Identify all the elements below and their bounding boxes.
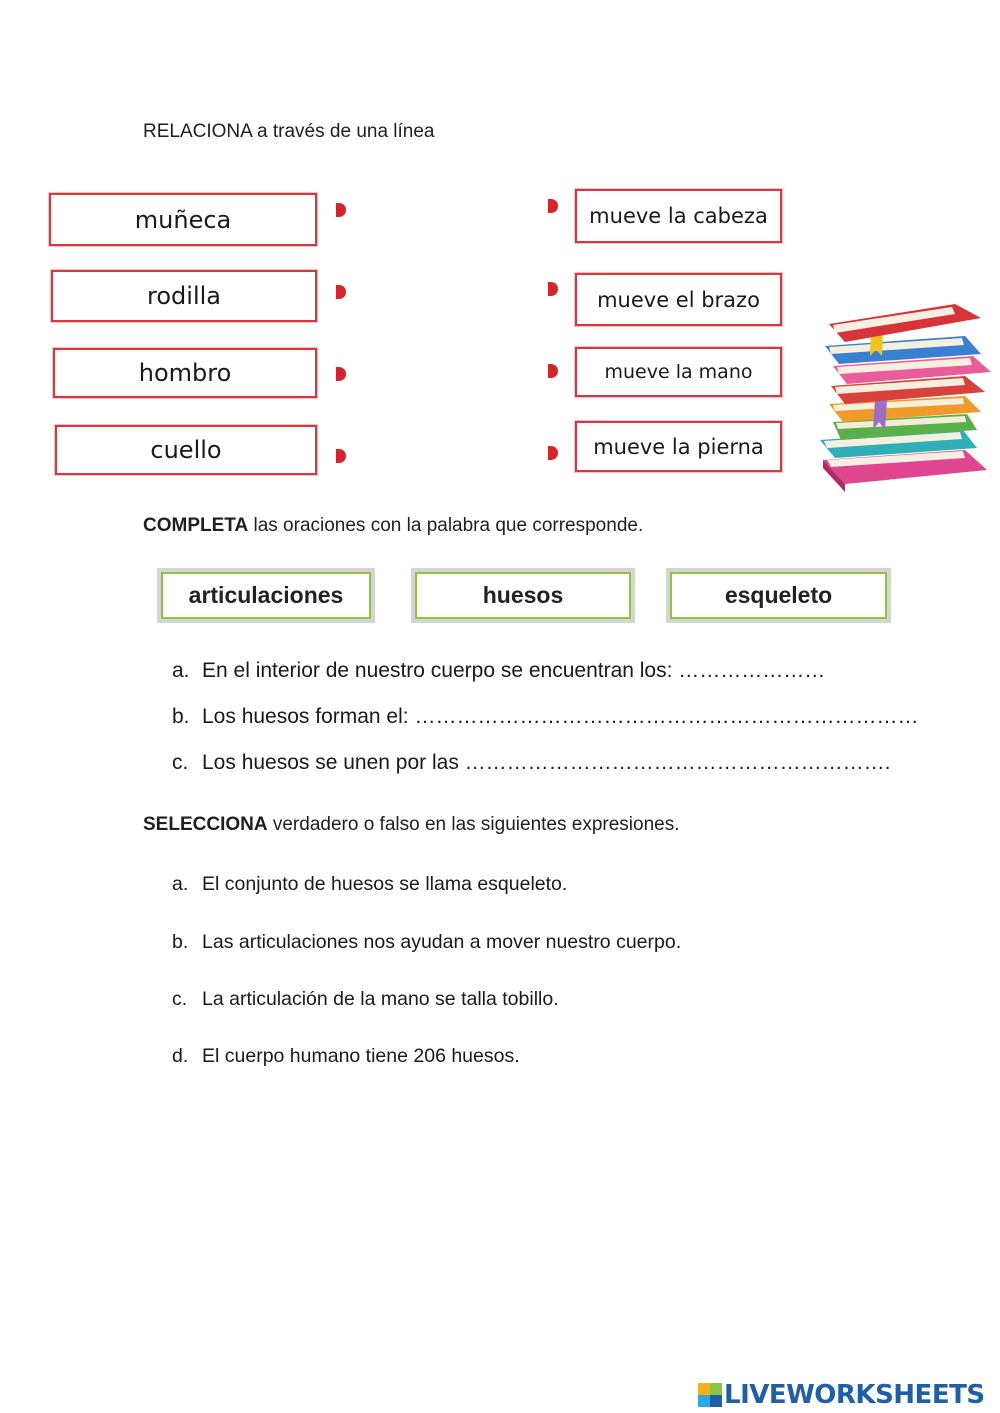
left-connector-dot[interactable] [336,449,346,463]
true-false-statement[interactable] [172,931,681,954]
liveworksheets-logo [698,1380,985,1410]
logo-text: LIVEWORKSHEETS [724,1380,985,1410]
sentence-text: Los huesos se unen por las ……………………………………………………. [202,751,891,774]
match-left-item: muñeca [49,193,317,246]
word-bank-tile[interactable] [157,568,375,623]
match-right-item: mueve la mano [575,347,782,397]
match-right-item: mueve la pierna [575,421,782,472]
word-bank-label: esqueleto [670,572,887,619]
statement-letter: d. [172,1045,189,1067]
books-stack-illustration [815,300,995,492]
true-false-statement[interactable] [172,1045,520,1068]
complete-instruction [143,515,643,537]
match-right-item: mueve el brazo [575,273,782,326]
statement-letter: b. [172,931,189,953]
word-bank-label: articulaciones [161,572,371,619]
match-left-item: cuello [55,425,317,475]
true-false-statement[interactable] [172,988,559,1011]
word-bank-label: huesos [415,572,631,619]
fill-in-sentence[interactable] [172,705,918,729]
true-false-statement[interactable] [172,873,567,896]
left-connector-dot[interactable] [336,285,346,299]
statement-letter: c. [172,988,188,1010]
fill-in-sentence[interactable] [172,751,891,775]
right-connector-dot[interactable] [548,446,558,460]
sentence-text: Los huesos forman el: ……………………………………………………………… [202,705,919,728]
select-instruction-rest: verdadero o falso en las siguientes expresiones. [267,814,680,835]
match-left-item: hombro [53,348,317,398]
logo-mark-icon [698,1383,722,1407]
select-instruction-bold: SELECCIONA [143,814,268,835]
fill-in-sentence[interactable] [172,659,825,683]
statement-letter: a. [172,873,189,895]
left-connector-dot[interactable] [336,203,346,217]
word-bank-tile[interactable] [666,568,891,623]
match-right-item: mueve la cabeza [575,189,782,243]
statement-text: El conjunto de huesos se llama esqueleto. [202,873,568,895]
right-connector-dot[interactable] [548,199,558,213]
right-connector-dot[interactable] [548,364,558,378]
statement-text: Las articulaciones nos ayudan a mover nuestro cuerpo. [202,931,682,953]
complete-instruction-bold: COMPLETA [143,515,249,536]
match-instruction: RELACIONA a través de una línea [143,121,435,142]
sentence-letter: c. [172,751,189,774]
statement-text: La articulación de la mano se talla tobillo. [202,988,559,1010]
right-connector-dot[interactable] [548,282,558,296]
statement-text: El cuerpo humano tiene 206 huesos. [202,1045,520,1067]
sentence-text: En el interior de nuestro cuerpo se encuentran los: ………………… [202,659,826,682]
match-left-item: rodilla [51,270,317,322]
sentence-letter: a. [172,659,190,682]
sentence-letter: b. [172,705,190,728]
select-instruction [143,814,680,836]
complete-instruction-rest: las oraciones con la palabra que corresponde. [248,515,644,536]
word-bank-tile[interactable] [411,568,635,623]
left-connector-dot[interactable] [336,367,346,381]
